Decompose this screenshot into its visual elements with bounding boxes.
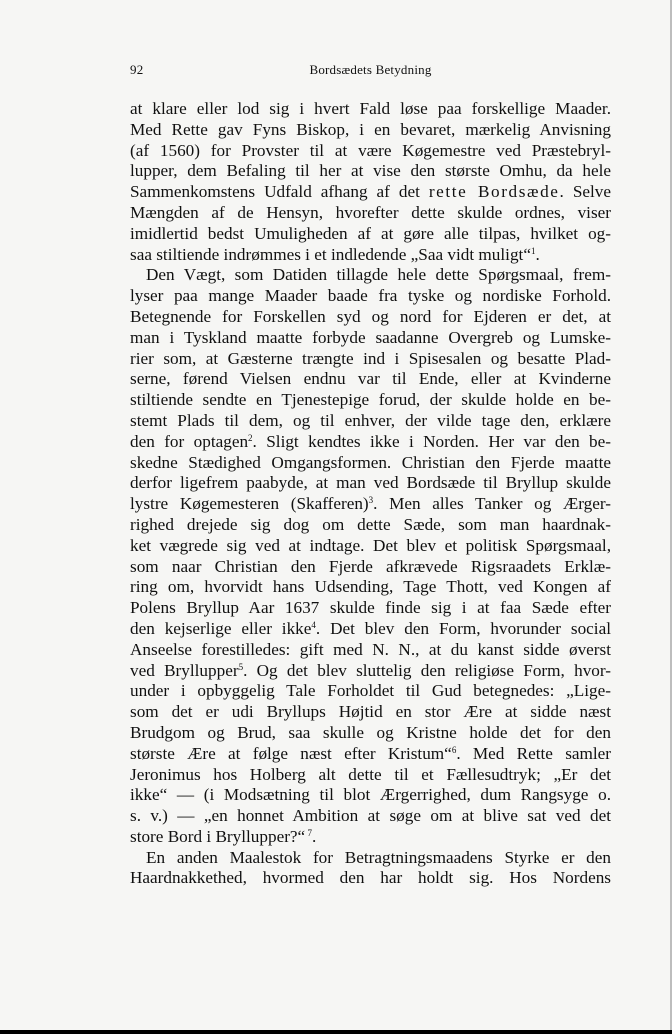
text-run: . Men alles Tanker og Ærger- <box>373 494 612 514</box>
text-line <box>130 577 611 598</box>
text-run: . Med Rette samler <box>456 743 612 763</box>
page-edge-bottom <box>0 1030 672 1034</box>
text-run: ket vægrede sig ved at indtage. Det blev et politisk Spørgsmaal, <box>130 535 611 555</box>
text-run: skedne Stædighed Omgangsformen. Christian den Fjerde maatte <box>130 452 611 472</box>
text-run: Anseelse forestilledes: gift med N. N., at du kanst sidde øverst <box>130 639 611 659</box>
text-line <box>130 765 611 786</box>
text-line <box>130 203 611 224</box>
text-line <box>130 827 611 848</box>
text-line <box>130 494 611 515</box>
text-run: største Ære at følge næst efter Kristum“ <box>130 743 452 763</box>
text-line <box>130 640 611 661</box>
body-text <box>130 99 611 889</box>
text-line <box>130 848 611 869</box>
footnote-marker: 2 <box>248 432 253 443</box>
text-line <box>130 598 611 619</box>
text-line <box>130 161 611 182</box>
text-line <box>130 473 611 494</box>
emphasis-text: rette Bordsæde <box>428 182 560 202</box>
text-line <box>130 557 611 578</box>
text-line <box>130 453 611 474</box>
text-line <box>130 224 611 245</box>
text-run: Den Vægt, som Datiden tillagde hele dette Spørgsmaal, frem- <box>146 265 611 285</box>
footnote-marker: 4 <box>311 619 316 630</box>
text-line <box>130 349 611 370</box>
text-run: s. v.) — „en honnet Ambition at søge om at blive sat ved det <box>130 806 611 826</box>
text-line <box>130 619 611 640</box>
text-line <box>130 515 611 536</box>
text-run: stemt Plads til dem, og til enhver, der vilde tage den, erklære <box>130 410 611 430</box>
text-run: . Det blev den Form, hvorunder social <box>315 618 611 638</box>
text-line <box>130 432 611 453</box>
text-run: Med Rette gav Fyns Biskop, i en bevaret, mærkelig Anvisning <box>130 119 611 139</box>
text-run: imidlertid bedst Umuligheden af at gøre alle tilpas, hvilket og- <box>130 223 611 243</box>
footnote-marker: 3 <box>368 495 374 506</box>
text-line <box>130 702 611 723</box>
text-run: . <box>311 826 317 846</box>
running-title: Bordsædets Betydning <box>309 62 432 77</box>
text-run: Jeronimus hos Holberg alt dette til et Fællesudtryk; „Er det <box>130 764 611 784</box>
text-line <box>130 245 611 266</box>
text-run: . Og det blev sluttelig den religiøse Form, hvor- <box>243 660 611 680</box>
text-line <box>130 411 611 432</box>
text-run: (af 1560) for Provster til at være Køgemestre ved Præstebryl- <box>130 140 611 160</box>
text-run: . Selve <box>559 182 611 202</box>
page-number: 92 <box>130 62 144 77</box>
text-run: saa stiltiende indrømmes i et indledende „Saa vidt muligt“ <box>130 244 531 264</box>
text-run: ikke“ — (i Modsætning til blot Ærgerrighed, dum Rangsyge o. <box>130 785 611 805</box>
text-line <box>130 744 611 765</box>
text-line <box>130 328 611 349</box>
text-line <box>130 369 611 390</box>
text-line <box>130 390 611 411</box>
text-run: . Sligt kendtes ikke i Norden. Her var den be- <box>252 431 611 451</box>
text-line <box>130 307 611 328</box>
text-run: lyser paa mange Maader baade fra tyske og nordiske Forhold. <box>130 286 611 306</box>
text-run: som naar Christian den Fjerde afkrævede Rigsraadets Erklæ- <box>130 556 611 576</box>
text-run: Haardnakkethed, hvormed den har holdt sig. Hos Nordens <box>130 868 611 888</box>
text-run: Sammenkomstens Udfald afhang af det <box>130 182 429 202</box>
text-line <box>130 99 611 120</box>
text-run: man i Tyskland maatte forbyde saadanne Overgreb og Lumske- <box>130 327 611 347</box>
text-line <box>130 182 611 203</box>
text-run: ring om, hvorvidt hans Udsending, Tage Thott, ved Kongen af <box>130 577 611 597</box>
text-run: derfor ligefrem paabyde, at man ved Bordsæde til Bryllup skulde <box>130 473 611 493</box>
text-run: Brudgom og Brud, saa skulle og Kristne holde det for den <box>130 722 611 742</box>
text-run: righed drejede sig dog om dette Sæde, som man haardnak- <box>130 514 611 534</box>
text-run: Betegnende for Forskellen syd og nord for Ejderen er det, at <box>130 306 611 326</box>
text-line <box>130 141 611 162</box>
text-line <box>130 806 611 827</box>
text-line <box>130 868 611 889</box>
footnote-marker: 5 <box>238 661 244 672</box>
text-run: ved Bryllupper <box>130 660 239 680</box>
text-run: En anden Maalestok for Betragtningsmaadens Styrke er den <box>146 847 611 867</box>
text-line <box>130 723 611 744</box>
text-run: lystre Køgemesteren (Skafferen) <box>130 494 369 514</box>
text-line <box>130 536 611 557</box>
text-run: stiltiende sendte en Tjenestepige forud, der skulde holde en be- <box>130 390 611 410</box>
text-run: serne, førend Vielsen endnu var til Ende, eller at Kvinderne <box>130 369 611 389</box>
text-run: den kejserlige eller ikke <box>130 618 312 638</box>
footnote-marker: 1 <box>530 245 536 256</box>
text-run: store Bord i Bryllupper?“ <box>130 826 306 846</box>
text-line <box>130 661 611 682</box>
text-line <box>130 120 611 141</box>
text-line <box>130 286 611 307</box>
text-run: den for optagen <box>130 431 249 451</box>
text-run: at klare eller lod sig i hvert Fald løse paa forskellige Maader. <box>130 99 611 118</box>
text-line <box>130 265 611 286</box>
footnote-marker: 6 <box>451 744 457 755</box>
text-line <box>130 785 611 806</box>
page-header <box>130 62 611 82</box>
text-run: rier som, at Gæsterne trængte ind i Spisesalen og besatte Plad- <box>130 348 611 368</box>
footnote-marker: 7 <box>305 827 312 838</box>
text-run: Mængden af de Hensyn, hvorefter dette skulde ordnes, viser <box>130 202 611 222</box>
text-run: under i opbyggelig Tale Forholdet til Gud betegnedes: „Lige- <box>130 681 611 701</box>
text-line <box>130 681 611 702</box>
text-run: lupper, dem Befaling til her at vise den største Omhu, da hele <box>130 161 611 181</box>
text-run: . <box>535 244 540 264</box>
text-run: Polens Bryllup Aar 1637 skulde finde sig i at faa Sæde efter <box>130 598 611 618</box>
text-run: som det er udi Bryllups Højtid en stor Ære at sidde næst <box>130 702 611 722</box>
